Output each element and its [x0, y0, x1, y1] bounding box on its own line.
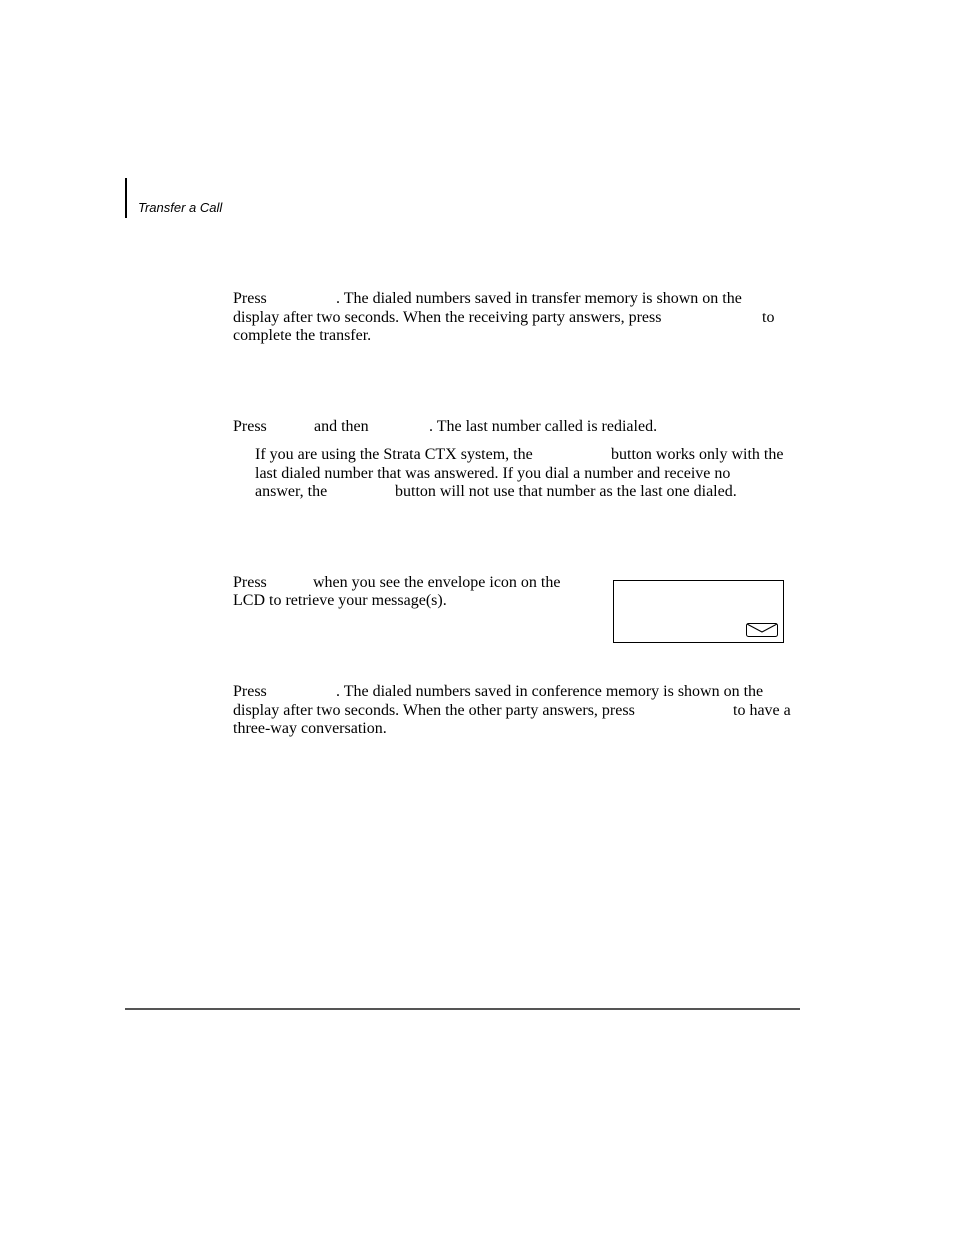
- conference-line-2-text: display after two seconds. When the other party answers, press: [233, 702, 635, 719]
- transfer-press-label: Press: [233, 290, 267, 307]
- redial-note-line-1-b: button works only with the: [611, 446, 784, 463]
- conference-line-3-text: three-way conversation.: [233, 720, 387, 737]
- redial-and-then: and then: [314, 418, 369, 435]
- transfer-line-3-text: complete the transfer.: [233, 327, 372, 344]
- message-line-1: [233, 574, 603, 592]
- transfer-line-1: [233, 290, 793, 308]
- redial-note-line-1: [255, 446, 800, 464]
- conference-line-3: [233, 720, 800, 738]
- envelope-icon: [746, 623, 778, 637]
- transfer-line-2-to: to: [762, 309, 775, 326]
- conference-line-1-text: . The dialed numbers saved in conference memory is shown on the: [336, 683, 764, 700]
- footer-rule: [125, 1008, 800, 1010]
- redial-line: [233, 418, 793, 436]
- redial-note-line-2: [255, 465, 800, 483]
- redial-press-label: Press: [233, 418, 267, 435]
- redial-note-line-2-text: last dialed number that was answered. If you dial a number and receive no: [255, 465, 731, 482]
- transfer-line-1-text: . The dialed numbers saved in transfer memory is shown on the: [336, 290, 742, 307]
- conference-line-2: [233, 702, 800, 720]
- conference-line-1: [233, 683, 800, 701]
- message-line-2-text: LCD to retrieve your message(s).: [233, 592, 447, 609]
- redial-note-line-3-b: button will not use that number as the last one dialed.: [395, 483, 737, 500]
- header-vertical-rule: [125, 178, 127, 218]
- message-press-label: Press: [233, 574, 267, 591]
- lcd-display: [613, 580, 784, 643]
- redial-note-line-1-a: If you are using the Strata CTX system, the: [255, 446, 533, 463]
- header-title: Transfer a Call: [138, 200, 223, 215]
- conference-press-label: Press: [233, 683, 267, 700]
- redial-note-line-3: [255, 483, 800, 501]
- transfer-line-3: [233, 327, 793, 345]
- transfer-line-2-text: display after two seconds. When the receiving party answers, press: [233, 309, 662, 326]
- redial-note-line-3-a: answer, the: [255, 483, 328, 500]
- redial-rest: . The last number called is redialed.: [429, 418, 658, 435]
- message-line-1-text: when you see the envelope icon on the: [313, 574, 561, 591]
- message-line-2: [233, 592, 603, 610]
- transfer-line-2: [233, 309, 793, 327]
- conference-line-2-rest: to have a: [733, 702, 791, 719]
